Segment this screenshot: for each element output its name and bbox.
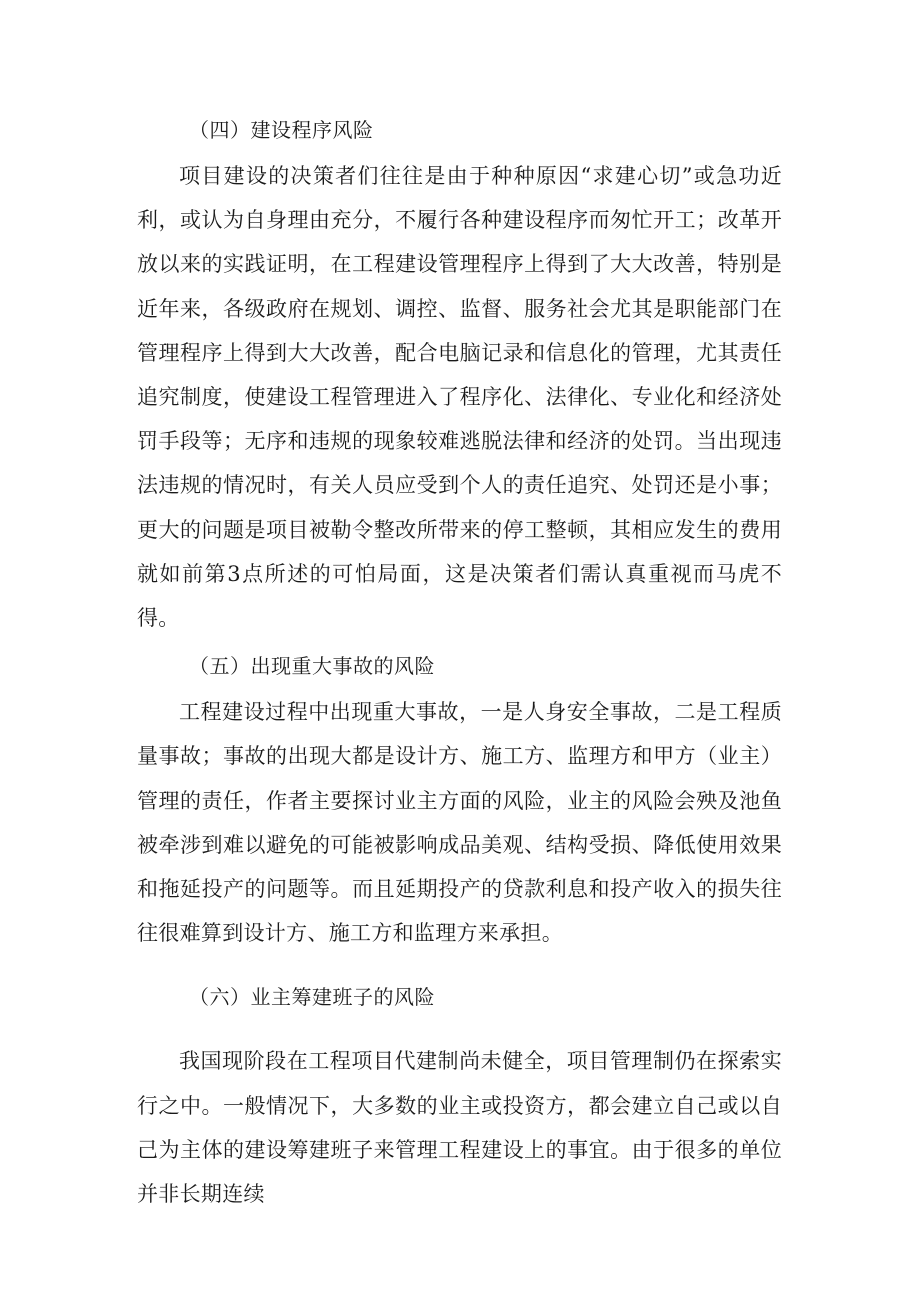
section-body-6: 我国现阶段在工程项目代建制尚未健全，项目管理制仍在探索实行之中。一般情况下，大多数的业主或投资方，都会建立自己或以自己为主体的建设筹建班子来管理工程建设上的事宜。由于很多的单位并非长期连续 (137, 1049, 782, 1207)
section-heading-6: （六）业主筹建班子的风险 (189, 985, 435, 1010)
section-body-5: 工程建设过程中出现重大事故，一是人身安全事故，二是工程质量事故；事故的出现大都是设计方、施工方、监理方和甲方（业主）管理的责任，作者主要探讨业主方面的风险，业主的风险会殃及池鱼被牵涉到难以避免的可能被影响成品美观、结构受损、降低使用效果和拖延投产的问题等。而且延期投产的贷款利息和投产收入的损失往往很难算到设计方、施工方和监理方来承担。 (137, 700, 782, 946)
document-content (137, 112, 782, 1216)
section-heading-4: （四）建设程序风险 (189, 118, 374, 142)
section-body-4: 项目建设的决策者们往往是由于种种原因“求建心切”或急功近利，或认为自身理由充分，不履行各种建设程序而匆忙开工；改革开放以来的实践证明，在工程建设管理程序上得到了大大改善，特别是近年来，各级政府在规划、调控、监督、服务社会尤其是职能部门在管理程序上得到大大改善，配合电脑记录和信息化的管理，尤其责任追究制度，使建设工程管理进入了程序化、法律化、专业化和经济处罚手段等；无序和违规的现象较难逃脱法律和经济的处罚。当出现违法违规的情况时，有关人员应受到个人的责任追究、处罚还是小事；更大的问题是项目被勒令整改所带来的停工整顿，其相应发生的费用就如前第3点所述的可怕局面，这是决策者们需认真重视而马虎不得。 (137, 164, 782, 631)
section-heading-5: （五）出现重大事故的风险 (189, 654, 435, 679)
